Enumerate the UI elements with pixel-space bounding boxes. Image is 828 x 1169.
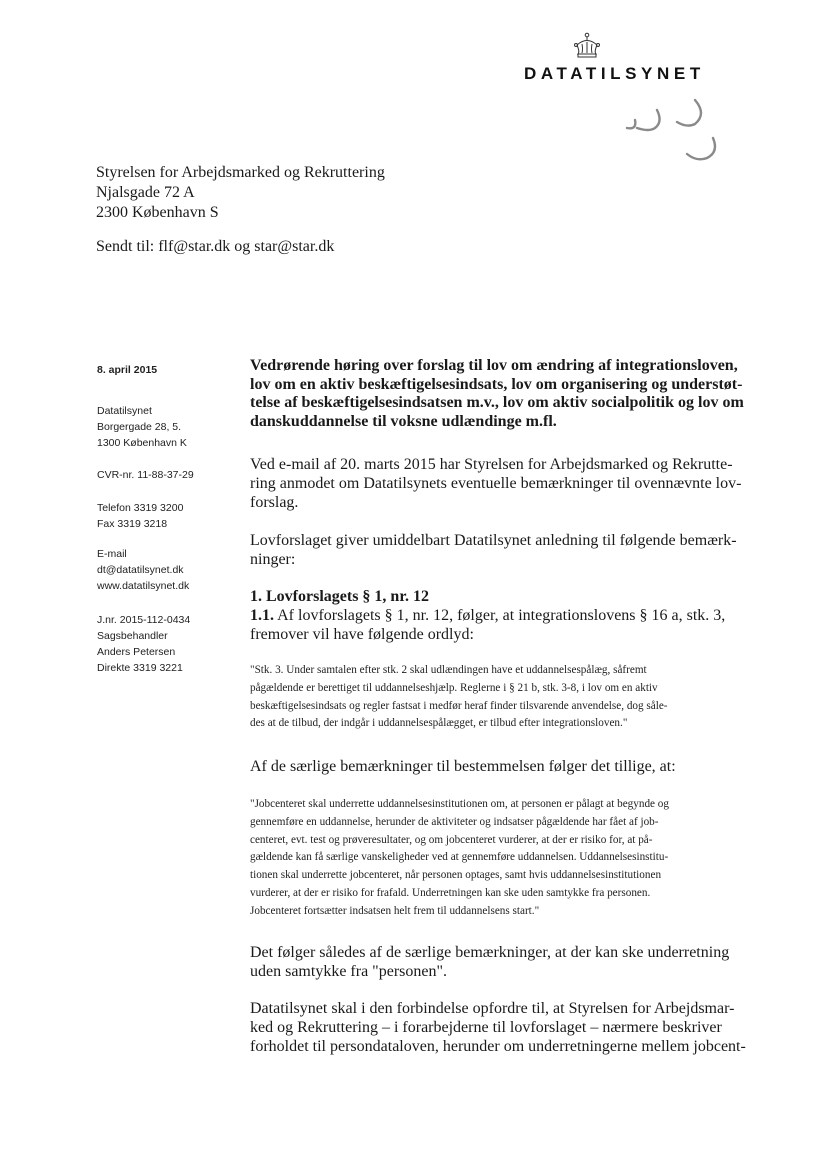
letter-subject: Vedrørende høring over forslag til lov om ændring af integrationsloven, lov om en aktiv beskæftigelsesindsats, lov om organisering og understøt- telse af beskæftigelsesindsatsen m.v., lov om aktiv socialpolitik og lov om danskuddannelse til voksne udlændinge m.fl.: [250, 357, 744, 430]
letter-date: 8. april 2015: [97, 364, 158, 376]
section-heading: 1. Lovforslagets § 1, nr. 12: [250, 588, 429, 605]
website: www.datatilsynet.dk: [97, 580, 190, 592]
intro-paragraph: Ved e-mail af 20. marts 2015 har Styrelsen for Arbejdsmarked og Rekrutte- ring anmodet om Datatilsynets eventuelle bemærkninger til ovennævnte lov- forslag.: [250, 456, 742, 511]
cvr-number: CVR-nr. 11-88-37-29: [97, 469, 194, 481]
sender-address: [97, 403, 187, 451]
handwritten-mark-icon: [615, 92, 725, 170]
email-web: [97, 546, 189, 594]
email-address: dt@datatilsynet.dk: [97, 564, 184, 576]
sender-line: Datatilsynet: [97, 405, 152, 417]
case-info: [97, 612, 190, 676]
consequence-paragraph: Det følger således af de særlige bemærkninger, at der kan ske underretning uden samtykke fra "personen".: [250, 944, 730, 980]
recipient-line: Styrelsen for Arbejdsmarked og Rekruttering: [96, 164, 385, 181]
remarks-paragraph: Lovforslaget giver umiddelbart Datatilsynet anledning til følgende bemærk- ninger:: [250, 532, 737, 568]
recipient-line: Njalsgade 72 A: [96, 184, 195, 201]
brand-name: DATATILSYNET: [524, 64, 705, 83]
fax-line: Fax 3319 3218: [97, 518, 168, 530]
email-label: E-mail: [97, 548, 127, 560]
recipient-address: [96, 163, 385, 223]
case-handler-label: Sagsbehandler: [97, 630, 168, 642]
phone-fax: [97, 500, 183, 532]
case-handler-name: Anders Petersen: [97, 646, 176, 658]
subsection-number: 1.1.: [250, 607, 274, 624]
crown-logo-icon: [572, 32, 602, 60]
sender-line: 1300 København K: [97, 437, 187, 449]
special-remarks-line: Af de særlige bemærkninger til bestemmelsen følger det tillige, at:: [250, 758, 676, 775]
subsection-paragraph: 1.1. Af lovforslagets § 1, nr. 12, følger, at integrationslovens § 16 a, stk. 3, fremover vil have følgende ordlyd:: [250, 607, 726, 643]
remarks-quote: "Jobcenteret skal underrette uddannelsesinstitutionen om, at personen er pålagt at begynde og gennemføre en uddannelse, herunder de aktiviteter og indsatser pågældende har fået af job- centeret, evt. test og prøveresultater, og om jobcenteret vurderer, at der er risiko for, at på- gældende kan få særlige vanskeligheder ved at gennemføre uddannelsen. Uddannelsesinstitu- tionen skal underrette jobcenteret, når personen optages, samt hvis uddannelsesinstitutionen vurderer, at der er risiko for frafald. Underretningen kan ske uden samtykke fra personen. Jobcenteret fortsætter indsatsen helt frem til uddannelsens start.": [250, 798, 669, 917]
recipient-line: 2300 København S: [96, 204, 219, 221]
request-paragraph: Datatilsynet skal i den forbindelse opfordre til, at Styrelsen for Arbejdsmar- ked og Rekruttering – i forarbejderne til lovforslaget – nærmere beskriver forholdet til persondataloven, herunder om underretningerne mellem jobcent-: [250, 1000, 746, 1055]
case-number: J.nr. 2015-112-0434: [97, 614, 191, 626]
direct-phone: Direkte 3319 3221: [97, 662, 183, 674]
law-quote: "Stk. 3. Under samtalen efter stk. 2 skal udlændingen have et uddannelsespålæg, såfremt pågældende er berettiget til uddannelseshjælp. Reglerne i § 21 b, stk. 3-8, i lov om en aktiv beskæftigelsesindsats og regler fastsat i medfør heraf finder tilsvarende anvendelse, dog såle- des at de tilbud, der indgår i uddannelsespålægget, er tilbud efter integrationsloven.": [250, 664, 668, 730]
phone-line: Telefon 3319 3200: [97, 502, 184, 514]
sent-to-line: Sendt til: flf@star.dk og star@star.dk: [96, 238, 335, 255]
sender-line: Borgergade 28, 5.: [97, 421, 182, 433]
subsection-text: Af lovforslagets § 1, nr. 12, følger, at integrationslovens § 16 a, stk. 3,: [274, 607, 726, 624]
